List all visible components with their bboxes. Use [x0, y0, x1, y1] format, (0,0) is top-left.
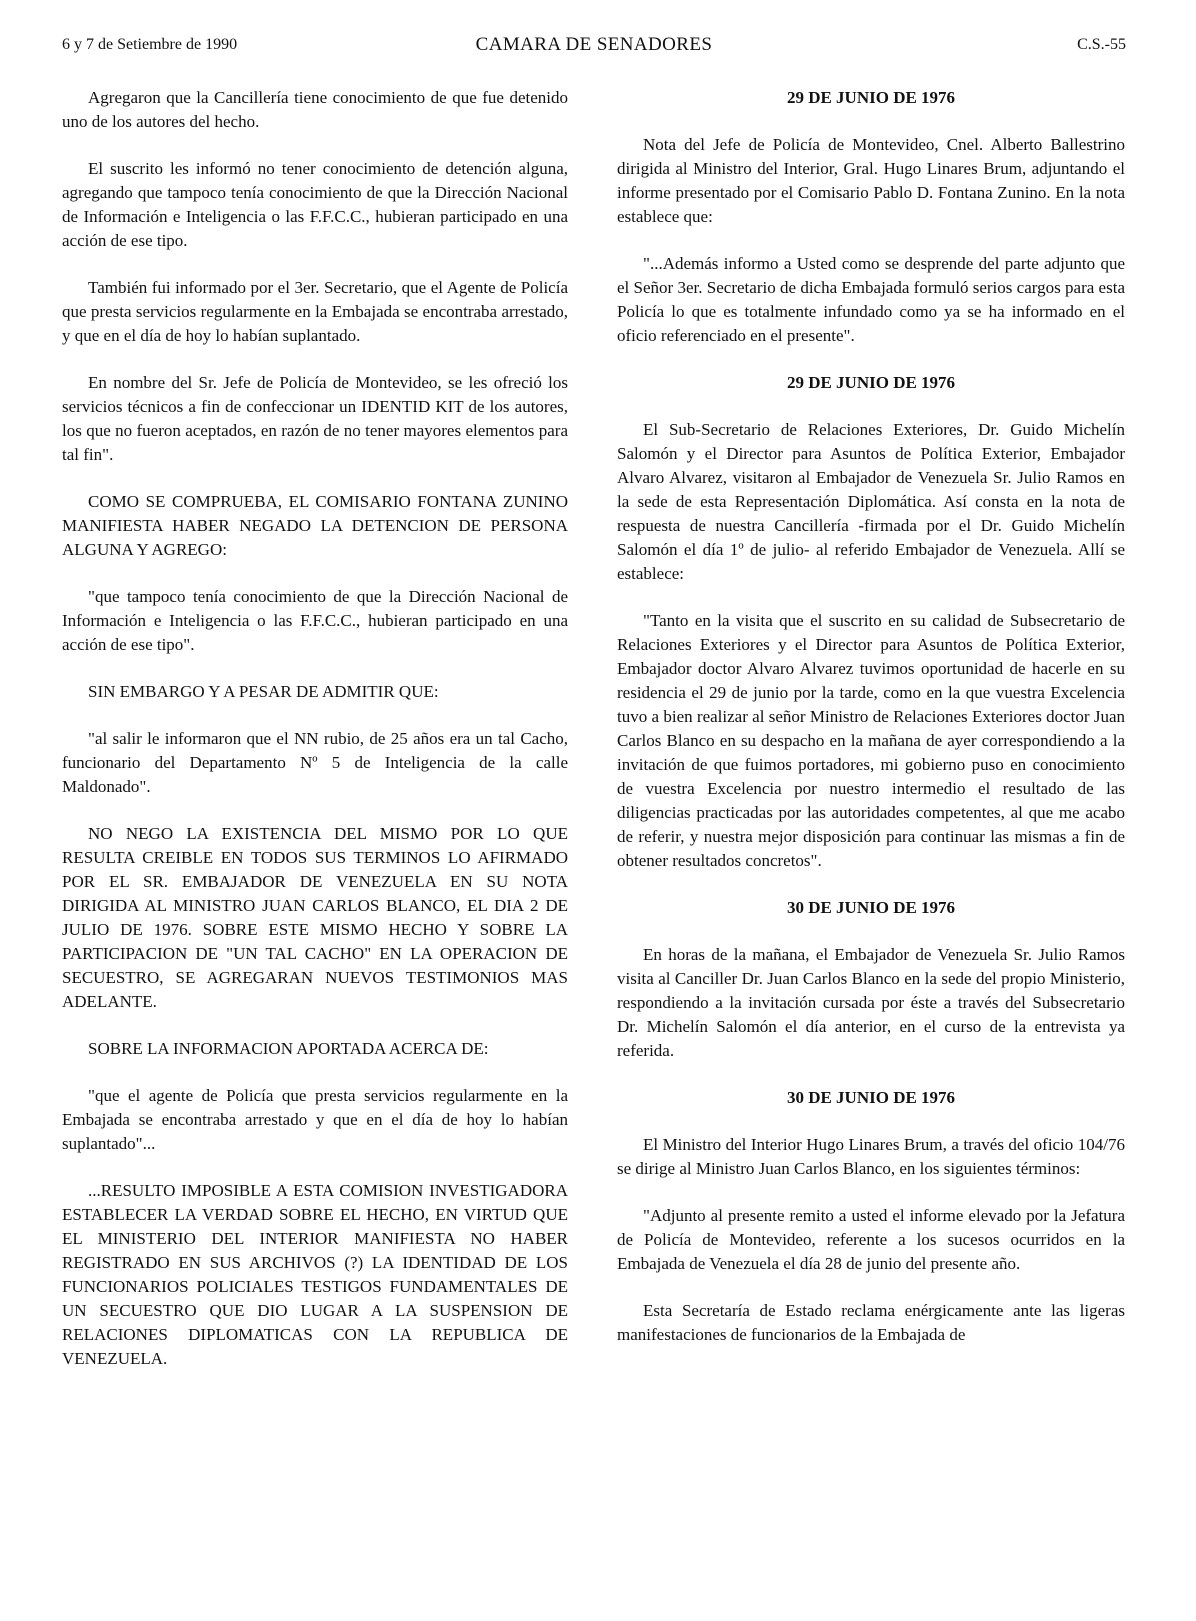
paragraph: Agregaron que la Cancillería tiene conocimiento de que fue detenido uno de los autores del hecho.	[62, 88, 568, 131]
right-column	[617, 86, 1125, 1370]
header-page-number: C.S.-55	[1077, 36, 1126, 53]
paragraph: COMO SE COMPRUEBA, EL COMISARIO FONTANA ZUNINO MANIFIESTA HABER NEGADO LA DETENCION DE PERSONA ALGUNA Y AGREGO:	[62, 492, 568, 559]
paragraph: El suscrito les informó no tener conocimiento de detención alguna, agregando que tampoco tenía conocimiento de que la Dirección Nacional de Información e Inteligencia o las F.F.C.C., hubieran participado en una acción de ese tipo.	[62, 159, 568, 250]
paragraph: NO NEGO LA EXISTENCIA DEL MISMO POR LO QUE RESULTA CREIBLE EN TODOS SUS TERMINOS LO AFIRMADO POR EL SR. EMBAJADOR DE VENEZUELA EN SU NOTA DIRIGIDA AL MINISTRO JUAN CARLOS BLANCO, EL DIA 2 DE JULIO DE 1976. SOBRE ESTE MISMO HECHO Y SOBRE LA PARTICIPACION DE "UN TAL CACHO" EN LA OPERACION DE SECUESTRO, SE AGREGARAN NUEVOS TESTIMONIOS MAS ADELANTE.	[62, 824, 568, 1011]
paragraph: También fui informado por el 3er. Secretario, que el Agente de Policía que presta servicios regularmente en la Embajada se encontraba arrestado, y que en el día de hoy lo habían suplantado.	[62, 278, 568, 345]
section-date: 29 DE JUNIO DE 1976	[786, 88, 956, 107]
paragraph: El Ministro del Interior Hugo Linares Brum, a través del oficio 104/76 se dirige al Ministro Juan Carlos Blanco, en los siguientes términos:	[617, 1135, 1125, 1178]
paragraph: Nota del Jefe de Policía de Montevideo, Cnel. Alberto Ballestrino dirigida al Ministro del Interior, Gral. Hugo Linares Brum, adjuntando el informe presentado por el Comisario Pablo D. Fontana Zunino. En la nota establece que:	[617, 135, 1125, 226]
quote-paragraph: "que tampoco tenía conocimiento de que la Dirección Nacional de Información e Inteligencia o las F.F.C.C., hubieran participado en una acción de ese tipo".	[62, 587, 568, 654]
quote-paragraph: "Adjunto al presente remito a usted el informe elevado por la Jefatura de Policía de Montevideo, referente a los sucesos ocurridos en la Embajada de Venezuela el día 28 de junio del presente año.	[617, 1206, 1125, 1273]
paragraph: SOBRE LA INFORMACION APORTADA ACERCA DE:	[88, 1039, 489, 1058]
paragraph: En horas de la mañana, el Embajador de Venezuela Sr. Julio Ramos visita al Canciller Dr. Juan Carlos Blanco en la sede del propio Ministerio, respondiendo a la invitación cursada por éste a través del Subsecretario Dr. Michelín Salomón el día anterior, en el curso de la entrevista ya referida.	[617, 945, 1125, 1060]
header-title: CAMARA DE SENADORES	[475, 34, 713, 55]
section-date: 30 DE JUNIO DE 1976	[786, 1088, 956, 1107]
quote-paragraph: "...Además informo a Usted como se desprende del parte adjunto que el Señor 3er. Secretario de dicha Embajada formuló serios cargos para esta Policía lo que es totalmente infundado como ya se ha informado en el oficio referenciado en el presente".	[617, 254, 1125, 345]
quote-paragraph: "que el agente de Policía que presta servicios regularmente en la Embajada se encontraba arrestado y que en el día de hoy lo habían suplantado"...	[62, 1086, 568, 1153]
quote-paragraph: "al salir le informaron que el NN rubio, de 25 años era un tal Cacho, funcionario del Departamento Nº 5 de Inteligencia de la calle Maldonado".	[62, 729, 568, 796]
paragraph: Esta Secretaría de Estado reclama enérgicamente ante las ligeras manifestaciones de funcionarios de la Embajada de	[617, 1301, 1125, 1344]
header-date: 6 y 7 de Setiembre de 1990	[62, 36, 238, 53]
section-date: 30 DE JUNIO DE 1976	[786, 898, 956, 917]
quote-paragraph: "Tanto en la visita que el suscrito en su calidad de Subsecretario de Relaciones Exteriores y el Director para Asuntos de Política Exterior, Embajador doctor Alvaro Alvarez tuvimos oportunidad de hacerle en su residencia el 29 de junio por la tarde, como en la que vuestra Excelencia tuvo a bien realizar al señor Ministro de Relaciones Exteriores doctor Juan Carlos Blanco en su despacho en la mañana de ayer correspondiendo a la invitación de que fuimos portadores, mi gobierno puso en conocimiento de vuestra Excelencia por nuestro intermedio el resultado de las diligencias practicadas por las autoridades competentes, al que me acabo de referir, y nuestra mejor disposición para continuar las mismas a fin de obtener resultados concretos".	[617, 611, 1125, 870]
paragraph: SIN EMBARGO Y A PESAR DE ADMITIR QUE:	[88, 682, 439, 701]
left-column	[62, 86, 568, 1394]
paragraph: ...RESULTO IMPOSIBLE A ESTA COMISION INVESTIGADORA ESTABLECER LA VERDAD SOBRE EL HECHO, EN VIRTUD QUE EL MINISTERIO DEL INTERIOR MANIFIESTA NO HABER REGISTRADO EN SUS ARCHIVOS (?) LA IDENTIDAD DE LOS FUNCIONARIOS POLICIALES TESTIGOS FUNDAMENTALES DE UN SECUESTRO QUE DIO LUGAR A LA SUSPENSION DE RELACIONES DIPLOMATICAS CON LA REPUBLICA DE VENEZUELA.	[62, 1181, 568, 1368]
paragraph: En nombre del Sr. Jefe de Policía de Montevideo, se les ofreció los servicios técnicos a fin de confeccionar un IDENTID KIT de los autores, los que no fueron aceptados, en razón de no tener mayores elementos para tal fin".	[62, 373, 568, 464]
page-header	[62, 34, 1126, 60]
section-date: 29 DE JUNIO DE 1976	[786, 373, 956, 392]
paragraph: El Sub-Secretario de Relaciones Exteriores, Dr. Guido Michelín Salomón y el Director para Asuntos de Política Exterior, Embajador Alvaro Alvarez, visitaron al Embajador de Venezuela Sr. Julio Ramos en la sede de esta Representación Diplomática. Así consta en la nota de respuesta de nuestra Cancillería -firmada por el Dr. Guido Michelín Salomón el día 1º de julio- al referido Embajador de Venezuela. Allí se establece:	[617, 420, 1125, 583]
